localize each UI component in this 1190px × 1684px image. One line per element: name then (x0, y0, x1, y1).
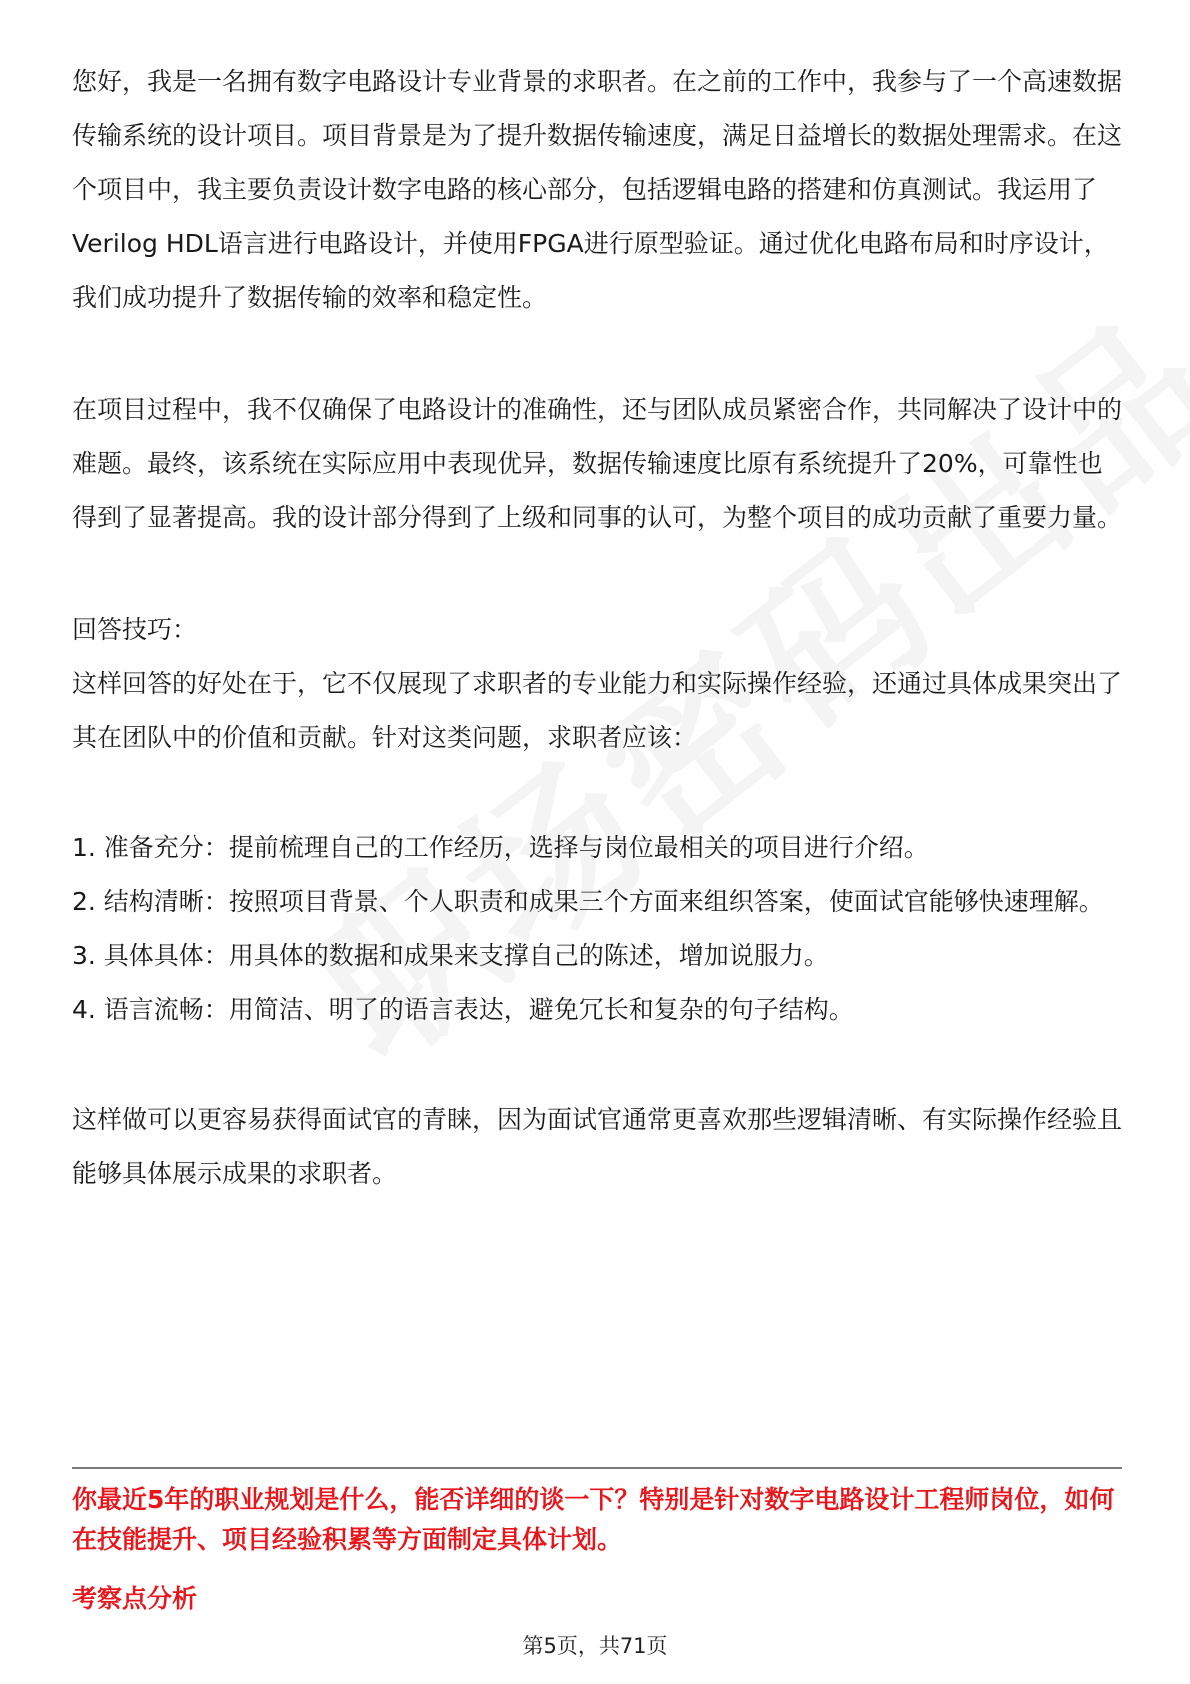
tips-intro: 这样回答的好处在于，它不仅展现了求职者的专业能力和实际操作经验，还通过具体成果突出了其在团队中的价值和贡献。针对这类问题，求职者应该： (72, 669, 1123, 752)
intro-paragraph-1: 您好，我是一名拥有数字电路设计专业背景的求职者。在之前的工作中，我参与了一个高速数据传输系统的设计项目。项目背景是为了提升数据传输速度，满足日益增长的数据处理需求。在这个项目中，我主要负责设计数字电路的核心部分，包括逻辑电路的搭建和仿真测试。我运用了Verilog HDL语言进行电路设计，并使用FPGA进行原型验证。通过优化电路布局和时序设计，我们成功提升了数据传输的效率和稳定性。 (72, 67, 1123, 312)
page-content (72, 55, 1122, 1201)
closing-paragraph: 这样做可以更容易获得面试官的青睐，因为面试官通常更喜欢那些逻辑清晰、有实际操作经验且能够具体展示成果的求职者。 (72, 1105, 1123, 1188)
list-item: 2. 结构清晰：按照项目背景、个人职责和成果三个方面来组织答案，使面试官能够快速理解。 (72, 887, 1104, 916)
section-title: 考察点分析 (72, 1584, 198, 1613)
page-footer: 第5页，共71页 (522, 1634, 668, 1658)
tips-heading: 回答技巧： (72, 615, 198, 644)
tips-list (72, 821, 1122, 1037)
intro-paragraph-2: 在项目过程中，我不仅确保了电路设计的准确性，还与团队成员紧密合作，共同解决了设计中的难题。最终，该系统在实际应用中表现优异，数据传输速度比原有系统提升了20%，可靠性也得到了显著提高。我的设计部分得到了上级和同事的认可，为整个项目的成功贡献了重要力量。 (72, 395, 1123, 532)
list-item: 1. 准备充分：提前梳理自己的工作经历，选择与岗位最相关的项目进行介绍。 (72, 833, 929, 862)
list-item: 4. 语言流畅：用简洁、明了的语言表达，避免冗长和复杂的句子结构。 (72, 995, 854, 1024)
next-question: 你最近5年的职业规划是什么，能否详细的谈一下？特别是针对数字电路设计工程师岗位，如何在技能提升、项目经验积累等方面制定具体计划。 (72, 1485, 1115, 1554)
list-item: 3. 具体具体：用具体的数据和成果来支撑自己的陈述，增加说服力。 (72, 941, 829, 970)
section-divider (72, 1467, 1122, 1469)
